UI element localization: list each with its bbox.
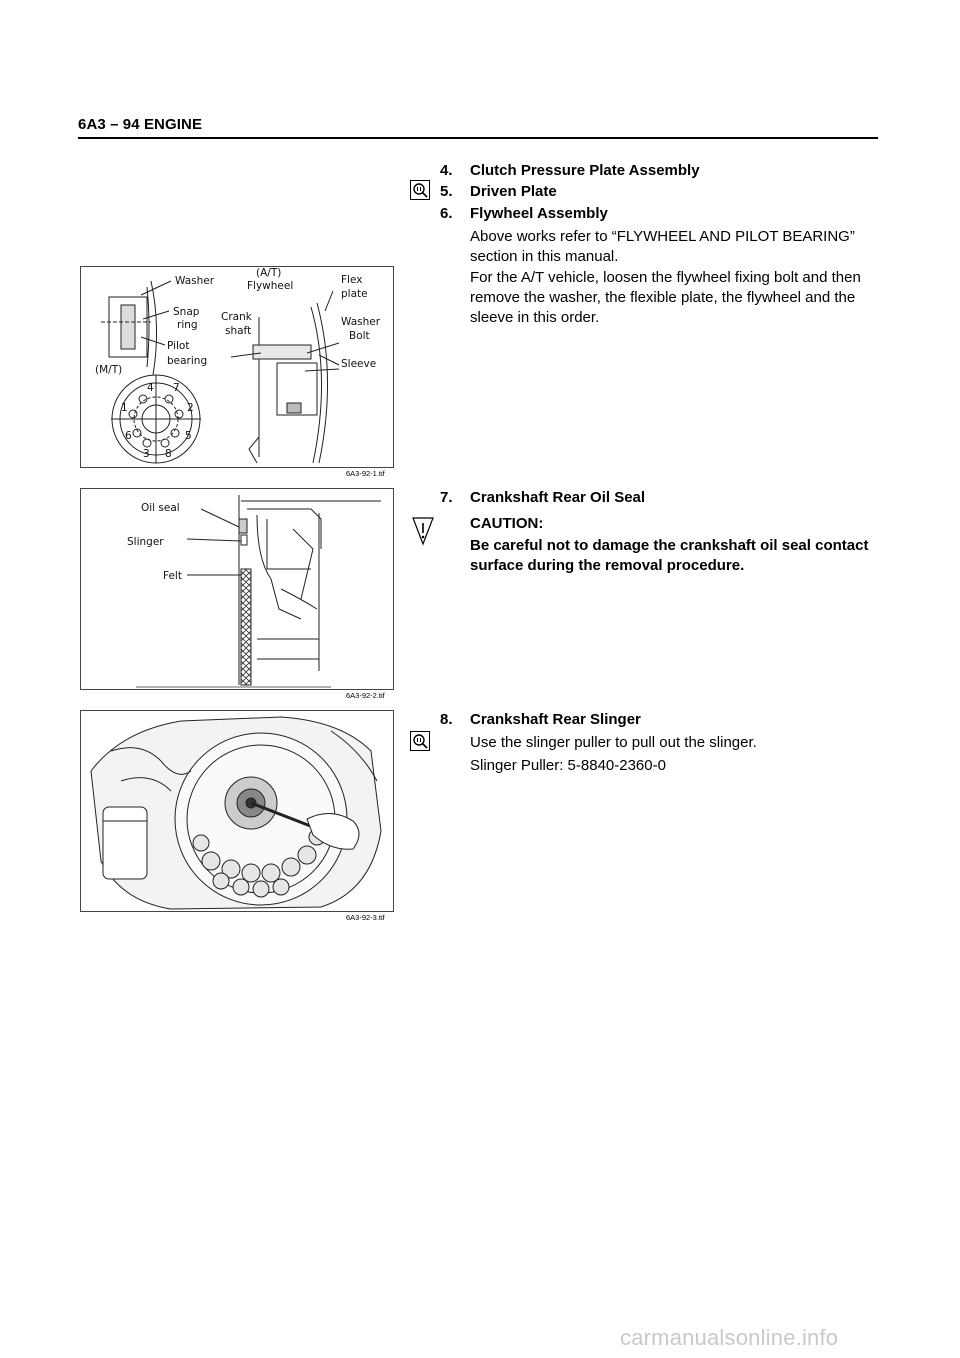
bolt-number-7: 7	[173, 382, 180, 394]
figure-slinger-puller-photo	[80, 710, 394, 912]
bolt-number-2: 2	[187, 402, 194, 414]
bolt-number-4: 4	[147, 382, 154, 394]
label-plate: plate	[341, 288, 368, 300]
step-number: 5.	[440, 183, 453, 200]
header-rule	[78, 137, 878, 139]
bolt-number-5: 5	[185, 430, 192, 442]
figure-oil-seal	[80, 488, 394, 690]
caution-label: CAUTION:	[470, 515, 544, 532]
label-washer-at: Washer	[341, 316, 381, 328]
figure-flywheel-pilot-bearing	[80, 266, 394, 468]
step-title: Driven Plate	[470, 183, 557, 200]
bolt-number-8: 8	[165, 448, 172, 460]
figure-id-3: 6A3-92-3.tif	[346, 913, 385, 922]
magnifier-inspect-icon	[410, 731, 430, 751]
label-flywheel: Flywheel	[247, 280, 294, 292]
step-8-paragraph-1: Use the slinger puller to pull out the slinger.	[470, 734, 757, 751]
slinger-puller-illustration	[81, 711, 393, 911]
step-7	[440, 487, 900, 509]
label-oil-seal: Oil seal	[141, 502, 180, 514]
label-shaft: shaft	[225, 325, 252, 337]
label-sleeve: Sleeve	[341, 358, 377, 370]
step-6-paragraph-1: Above works refer to “FLYWHEEL AND PILOT BEARING” section in this manual.	[470, 228, 855, 265]
bolt-number-3: 3	[143, 448, 150, 460]
label-washer: Washer	[175, 275, 215, 287]
step-number: 8.	[440, 711, 453, 728]
label-bolt: Bolt	[349, 330, 370, 342]
caution-text: Be careful not to damage the crankshaft oil seal contact surface during the removal procedure.	[470, 537, 869, 574]
label-felt: Felt	[163, 570, 182, 582]
label-ring: ring	[177, 319, 198, 331]
bolt-number-6: 6	[125, 430, 132, 442]
oil-seal-diagram	[81, 489, 393, 689]
label-bearing: bearing	[167, 355, 208, 367]
step-6	[440, 203, 900, 225]
step-4	[440, 160, 900, 182]
step-number: 7.	[440, 489, 453, 506]
label-snap: Snap	[173, 306, 200, 318]
label-pilot: Pilot	[167, 340, 190, 352]
magnifier-inspect-icon	[410, 180, 430, 200]
figure-id-1: 6A3-92-1.tif	[346, 469, 385, 478]
step-number: 6.	[440, 205, 453, 222]
label-at: (A/T)	[256, 267, 282, 279]
step-6-paragraph-2: For the A/T vehicle, loosen the flywheel fixing bolt and then remove the washer, the flexible plate, the flywheel and the sleeve in this order.	[470, 269, 861, 326]
label-mt: (M/T)	[95, 364, 123, 376]
label-crank: Crank	[221, 311, 252, 323]
step-5	[440, 181, 900, 203]
flywheel-diagram	[81, 267, 393, 467]
step-title: Clutch Pressure Plate Assembly	[470, 162, 700, 179]
caution-triangle-icon	[412, 516, 434, 551]
label-flex: Flex	[341, 274, 363, 286]
step-8-paragraph-2: Slinger Puller: 5-8840-2360-0	[470, 757, 666, 774]
figure-id-2: 6A3-92-2.tif	[346, 691, 385, 700]
step-title: Crankshaft Rear Slinger	[470, 711, 641, 728]
step-8	[440, 709, 900, 731]
step-title: Flywheel Assembly	[470, 205, 608, 222]
label-slinger: Slinger	[127, 536, 164, 548]
site-watermark: carmanualsonline.info	[620, 1325, 839, 1350]
step-title: Crankshaft Rear Oil Seal	[470, 489, 646, 506]
step-number: 4.	[440, 162, 453, 179]
bolt-number-1: 1	[121, 402, 128, 414]
page-header: 6A3 – 94 ENGINE	[78, 116, 203, 133]
